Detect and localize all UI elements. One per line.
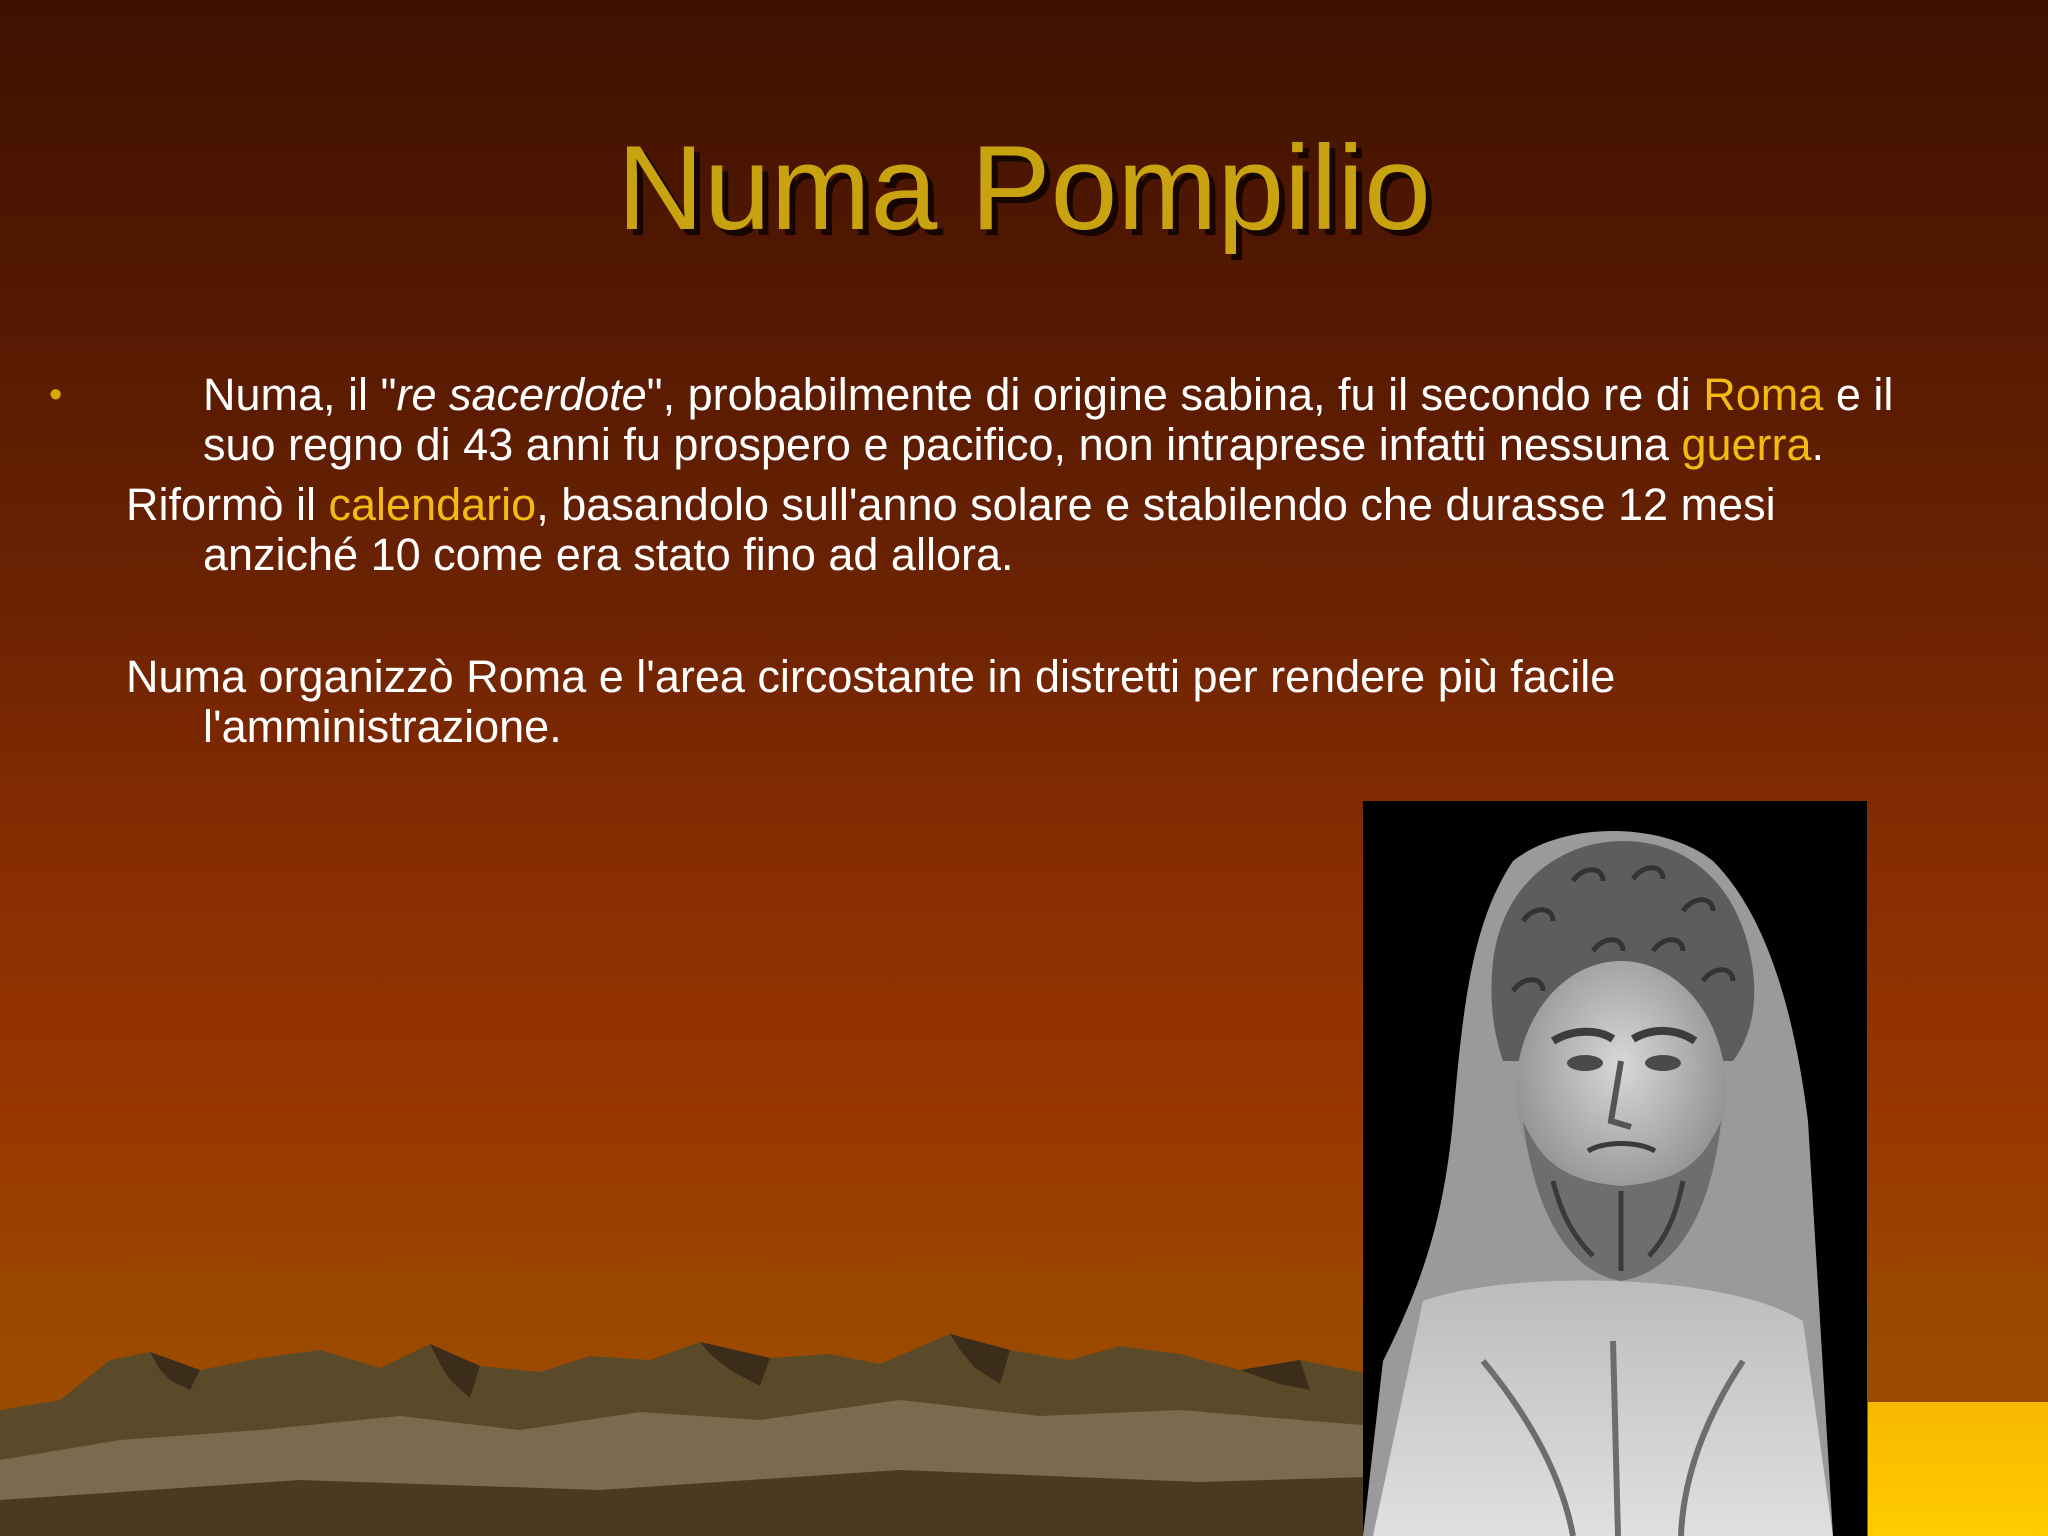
paragraph-1: [49, 369, 1906, 470]
text-run: Numa, il ": [203, 369, 397, 420]
slide-body: [49, 369, 1906, 752]
text-run: e il suo regno di 43 anni fu prospero e pacifico, non intraprese infatti nessuna: [203, 369, 1894, 470]
text-run: Riformò il: [126, 479, 329, 530]
paragraph-2: [126, 480, 1906, 580]
text-run: , basandolo sull'anno solare e stabilendo che durasse 12 mesi anziché 10 come era stato fino ad allora.: [203, 479, 1776, 580]
bust-image: [1363, 801, 1867, 1536]
link-roma[interactable]: Roma: [1703, 369, 1824, 420]
text-run: ", probabilmente di origine sabina, fu il secondo re di: [646, 369, 1704, 420]
numa-bust-photo: [1363, 801, 1867, 1536]
text-run: Numa organizzò Roma e l'area circostante in distretti per rendere più facile l'amministrazione.: [126, 651, 1616, 752]
paragraph-3: [126, 652, 1906, 752]
text-run-italic: re sacerdote: [396, 369, 647, 420]
link-guerra[interactable]: guerra: [1681, 419, 1812, 470]
bullet-icon: •: [49, 374, 63, 416]
link-calendario[interactable]: calendario: [328, 479, 537, 530]
slide-title: Numa Pompilio: [617, 121, 1431, 255]
text-run: .: [1811, 419, 1825, 470]
